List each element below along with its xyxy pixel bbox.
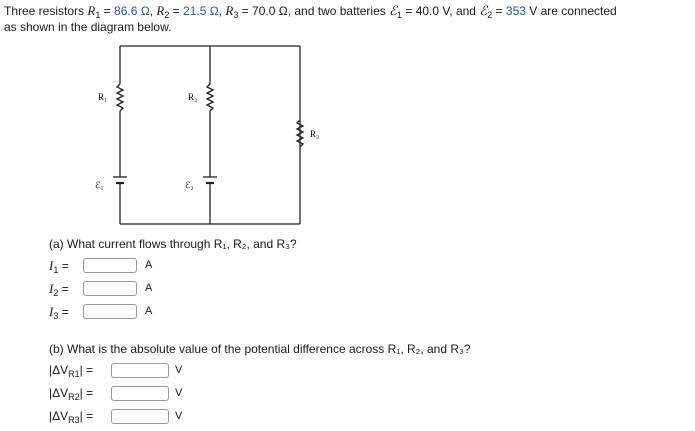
dvr1-input[interactable] <box>111 363 169 378</box>
r3-diagram-label: R₃ <box>310 129 320 139</box>
e1-value: 40.0 V <box>415 4 450 18</box>
dvr1-label: $|\Delta V_{R1}|$ = <box>49 363 94 379</box>
dvr2-label: $|\Delta V_{R2}|$ = <box>49 386 94 402</box>
i1-input[interactable] <box>83 258 137 273</box>
r1-resistor <box>117 84 123 111</box>
e2-diagram-label: ℰ₂ <box>185 180 194 190</box>
i2-label: $I_2$ = <box>49 281 69 298</box>
i3-input[interactable] <box>83 304 137 319</box>
dvr2-input[interactable] <box>111 386 169 401</box>
i1-unit: A <box>145 259 153 271</box>
e2-value: 353 <box>505 4 526 18</box>
r2-diagram-label: R₂ <box>188 92 198 102</box>
dvr3-unit: V <box>175 410 183 422</box>
part-b-question: (b) What is the absolute value of the potential difference across R₁, R₂, and R₃? <box>49 342 471 356</box>
problem-statement-line2: as shown in the diagram below. <box>4 20 172 34</box>
i3-unit: A <box>145 305 153 317</box>
dvr3-input[interactable] <box>111 409 169 424</box>
dvr3-label: $|\Delta V_{R3}|$ = <box>49 409 94 425</box>
dvr2-unit: V <box>175 387 183 399</box>
r1-value: 86.6 Ω <box>114 4 150 18</box>
i2-unit: A <box>145 282 153 294</box>
r2-value: 21.5 Ω <box>183 4 219 18</box>
r3-resistor <box>297 120 303 147</box>
i2-input[interactable] <box>83 281 137 296</box>
problem-statement-line1: Three resistors $R_1 = 86.6$ Ω, $R_2 = 21.5$ Ω, $R_3 = 70.0$ Ω, and two batteries ℰ$_1$ = 40.0 V, and ℰ$_2$ = 353 V are connected <box>4 3 617 20</box>
r2-resistor <box>207 84 213 111</box>
dvr1-unit: V <box>175 364 183 376</box>
r3-value: 70.0 Ω <box>252 4 288 18</box>
e1-diagram-label: ℰ₁ <box>95 180 104 190</box>
r1-diagram-label: R₁ <box>98 92 108 102</box>
part-a-question: (a) What current flows through R₁, R₂, and R₃? <box>49 237 297 251</box>
i3-label: $I_3$ = <box>49 304 69 321</box>
i1-label: $I_1$ = <box>49 258 69 275</box>
